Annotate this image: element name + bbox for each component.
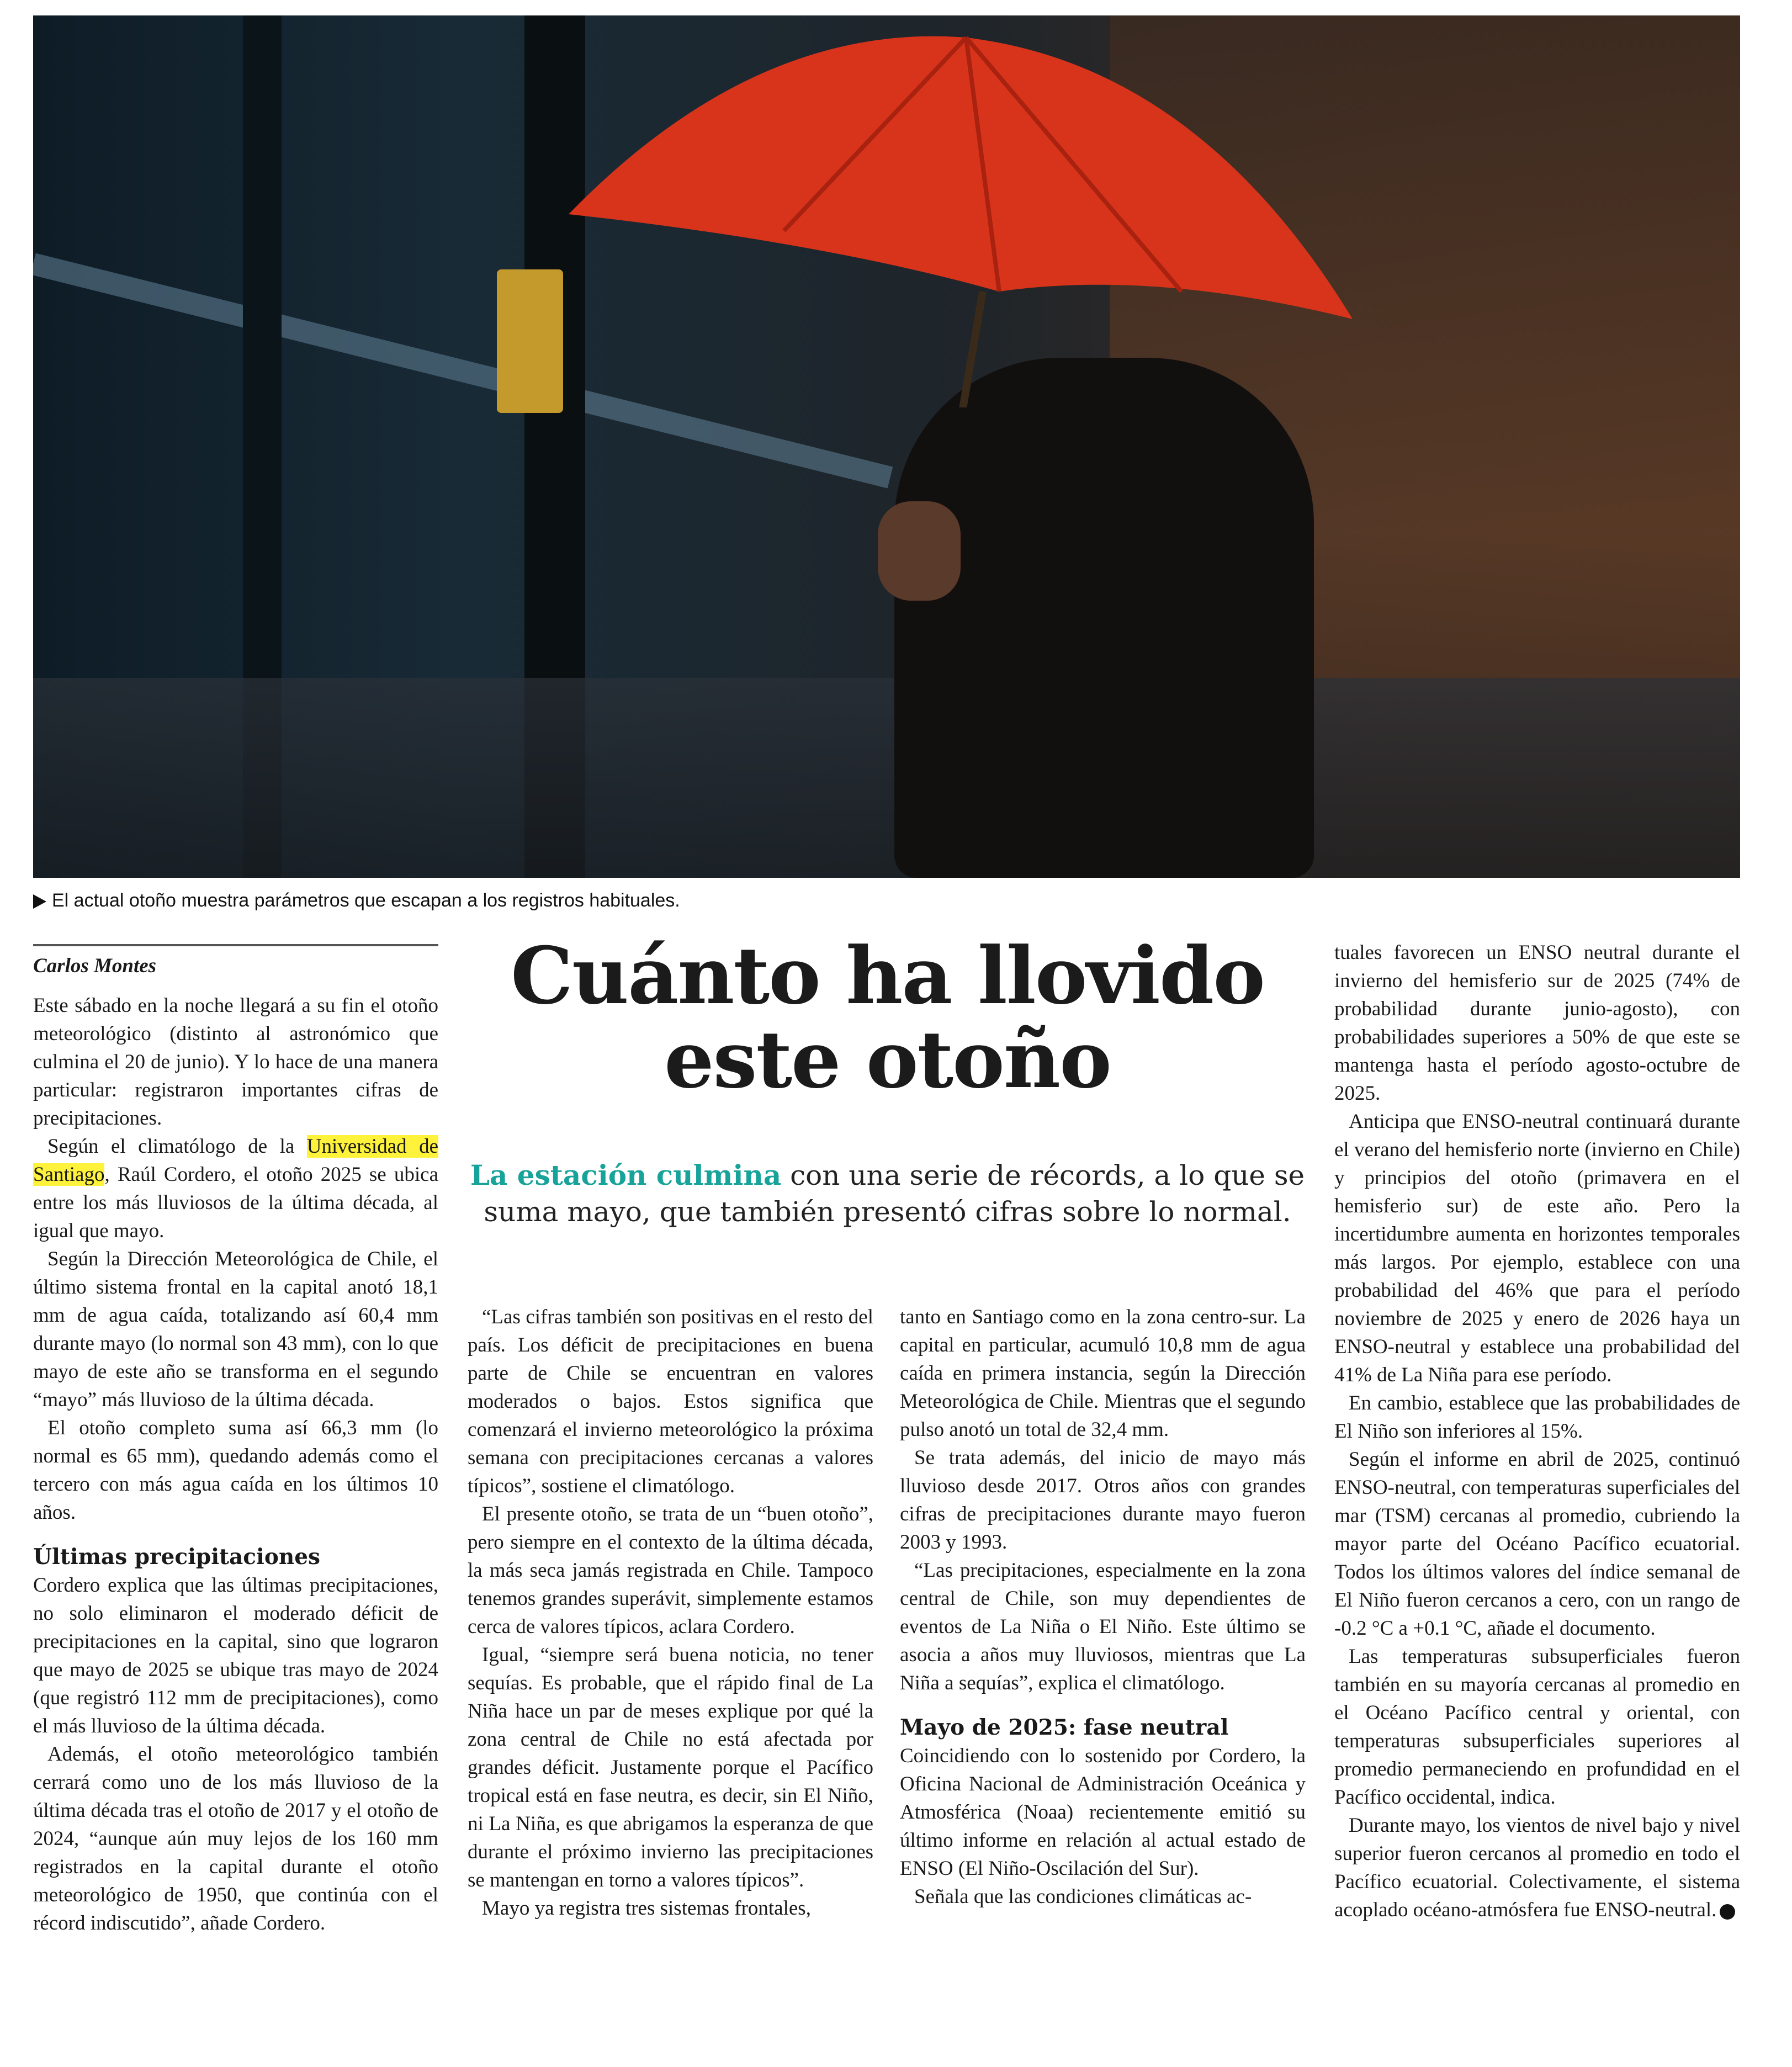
paragraph: Cordero explica que las últimas precipitaciones, no solo eliminaron el moderado déficit de precipitaciones en la capital, sino que lograron que mayo de 2025 se ubique tras mayo de 2024 (que registró 112 mm de precipitaciones), como el más lluvioso de la última década. [33, 1574, 438, 1737]
article-photo [33, 15, 1740, 878]
paragraph: Anticipa que ENSO-neutral continuará durante el verano del hemisferio norte (invierno en Chile) y principios del otoño (primavera en el hemisferio sur) de este año. Pero la incertidumbre aumenta en horizontes temporales más largos. Por ejemplo, establece con una probabilidad del 46% que para el período noviembre de 2025 y enero de 2026 haya un ENSO-neutral y establece una probabilidad del 41% de La Niña para ese período. [1334, 1110, 1740, 1386]
column-1 [33, 944, 438, 1937]
paragraph: Según el informe en abril de 2025, continuó ENSO-neutral, con temperaturas superficiales del mar (TSM) cercanas al promedio, cubriendo la mayor parte del Océano Pacífico ecuatorial. Todos los últimos valores del índice semanal de El Niño fueron cercanos a cero, con un rango de -0.2 °C a +0.1 °C, añade el documento. [1334, 1448, 1740, 1640]
photo-caption [33, 887, 1689, 914]
column-4 [1334, 939, 1740, 1924]
paragraph: El otoño completo suma así 66,3 mm (lo normal es 65 mm), quedando además como el tercero con más agua caída en los últimos 10 años. [33, 1417, 438, 1524]
end-mark-icon [1720, 1904, 1735, 1920]
photo-ground [33, 678, 1740, 878]
paragraph: “Las precipitaciones, especialmente en la zona central de Chile, son muy dependientes de eventos de La Niña o El Niño. Este último se asocia a años muy lluviosos, mientras que La Niña a sequías”, explica el climatólogo. [900, 1559, 1306, 1694]
dek-lead: La estación culmina [470, 1159, 782, 1191]
paragraph: En cambio, establece que las probabilidades de El Niño son inferiores al 15%. [1334, 1392, 1740, 1443]
paragraph: Este sábado en la noche llegará a su fin el otoño meteorológico (distinto al astronómico que culmina el 20 de junio). Y lo hace de una manera particular: registraron importantes cifras de precipitaciones. [33, 994, 438, 1130]
caption-text: El actual otoño muestra parámetros que escapan a los registros habituales. [52, 890, 680, 911]
paragraph: Durante mayo, los vientos de nivel bajo y nivel superior fueron cercanos al promedio en todo el Pacífico ecuatorial. Colectivamente, el sistema acoplado océano-atmósfera fue ENSO-neutral. [1334, 1814, 1740, 1921]
paragraph: Señala que las condiciones climáticas ac- [914, 1885, 1252, 1908]
paragraph: Además, el otoño meteorológico también cerrará como uno de los más lluvioso de la última década tras el otoño de 2017 y el otoño de 2024, “aunque aún muy lejos de los 160 mm registrados en la capital durante el otoño meteorológico de 1950, que continúa con el récord indiscutido”, añade Cordero. [33, 1743, 438, 1935]
paragraph: Según la Dirección Meteorológica de Chile, el último sistema frontal en la capital anotó 18,1 mm de agua caída, totalizando así 60,4 mm durante mayo (lo normal son 43 mm), con lo que mayo de este año se transforma en el segundo “mayo” más lluvioso de la última década. [33, 1248, 438, 1411]
dek [469, 1157, 1306, 1230]
photo-person [894, 358, 1314, 878]
paragraph: Las temperaturas subsuperficiales fueron también en su mayoría cercanas al promedio en el Océano Pacífico central y oriental, con temperaturas subsuperficiales superiores al promedio permaneciendo en profundidad en el Pacífico occidental, indica. [1334, 1645, 1740, 1809]
paragraph: Igual, “siempre será buena noticia, no tener sequías. Es probable, que el rápido final de La Niña hace un par de meses explique por qué la zona central de Chile no está afectada por grandes déficit. Justamente porque el Pacífico tropical está en fase neutra, es decir, sin El Niño, ni La Niña, es que abrigamos la esperanza de que durante el próximo invierno las precipitaciones se mantengan en torno a valores típicos”. [468, 1644, 873, 1891]
photo-hand [878, 501, 961, 601]
byline: Carlos Montes [33, 944, 438, 981]
paragraph: Coincidiendo con lo sostenido por Cordero, la Oficina Nacional de Administración Oceánica y Atmosférica (Noaa) recientemente emitió su último informe en relación al actual estado de ENSO (El Niño-Oscilación del Sur). [900, 1745, 1306, 1880]
column-3 [900, 1303, 1306, 1911]
paragraph: Mayo ya registra tres sistemas frontales, [482, 1897, 811, 1920]
caption-arrow-icon [33, 894, 46, 909]
umbrella-icon [547, 32, 1375, 407]
paragraph: tuales favorecen un ENSO neutral durante el invierno del hemisferio sur de 2025 (74% de probabilidad durante junio-agosto), con probabilidades superiores a 50% de que este se mantenga hasta el período agosto-octubre de 2025. [1334, 941, 1740, 1105]
column-2 [468, 1303, 873, 1922]
dek-text: con una serie de récords, a lo que se suma mayo, que también presentó cifras sobre lo normal. [484, 1159, 1305, 1228]
paragraph: “Las cifras también son positivas en el resto del país. Los déficit de precipitaciones en buena parte de Chile se encuentran en valores moderados o bajos. Estos significa que comenzará el invierno meteorológico la próxima semana con precipitaciones cercanas a valores típicos”, sostiene el climatólogo. [468, 1306, 873, 1497]
paragraph: tanto en Santiago como en la zona centro-sur. La capital en particular, acumuló 10,8 mm de agua caída en primera instancia, según la Dirección Meteorológica de Chile. Mientras que el segundo pulso anotó un total de 32,4 mm. [900, 1306, 1306, 1441]
headline: Cuánto ha llovido este otoño [511, 930, 1264, 1106]
paragraph: Según el climatólogo de la Universidad de Santiago, Raúl Cordero, el otoño 2025 se ubica entre los más lluviosos de la última década, al igual que mayo. [33, 1135, 438, 1242]
paragraph: Se trata además, del inicio de mayo más lluvioso desde 2017. Otros años con grandes cifras de precipitaciones durante mayo fueron 2003 y 1993. [900, 1446, 1306, 1554]
subheading: Mayo de 2025: fase neutral [900, 1715, 1229, 1740]
subheading: Últimas precipitaciones [33, 1544, 320, 1570]
paragraph: El presente otoño, se trata de un “buen otoño”, pero siempre en el contexto de la última década, la más seca jamás registrada en Chile. Tampoco tenemos grandes superávit, simplemente estamos cerca de valores típicos, aclara Cordero. [468, 1503, 873, 1638]
highlighted-text: Universidad de Santiago [33, 1135, 438, 1186]
